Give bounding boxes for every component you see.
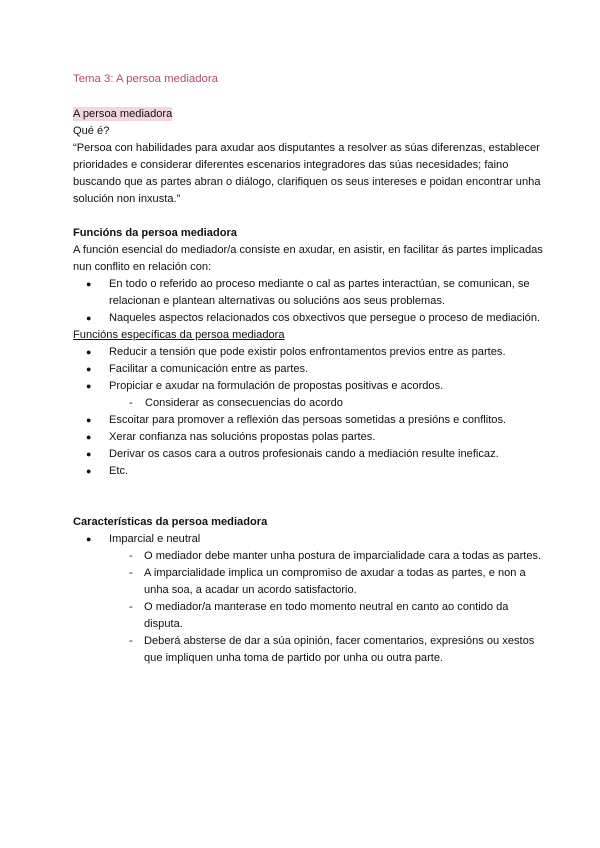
list-item: ● Derivar os casos cara a outros profesionais cando a mediación resulte ineficaz.	[73, 446, 543, 463]
funcions-section	[73, 225, 543, 480]
list-subitem: - A imparcialidade implica un compromiso de axudar a todas as partes, e non a unha soa, a acadar un acordo satisfactorio.	[73, 565, 543, 599]
list-item: ● Xerar confianza nas solucións propostas polas partes.	[73, 429, 543, 446]
list-item: ● Facilitar a comunicación entre as partes.	[73, 361, 543, 378]
intro-question: Qué é?	[73, 125, 110, 137]
caracteristicas-section	[73, 514, 543, 667]
list-subitem: - Considerar as consecuencias do acordo	[73, 395, 543, 412]
intro-quote: “Persoa con habilidades para axudar aos disputantes a resolver as súas diferenzas, establecer prioridades e considerar diferentes escenarios integradores das súas necesidades; faino buscando que as partes abran o diálogo, clarifiquen os seus intereses e poidan encontrar unha solución non inxusta.”	[73, 142, 541, 205]
especificas-heading: Funcións específicas da persoa mediadora	[73, 329, 285, 341]
list-item: ● Escoitar para promover a reflexión das persoas sometidas a presións e conflitos.	[73, 412, 543, 429]
list-subitem: - O mediador/a manterase en todo momento neutral en canto ao contido da disputa.	[73, 599, 543, 633]
list-item: ● Naqueles aspectos relacionados cos obxectivos que persegue o proceso de mediación.	[73, 310, 543, 327]
funcions-text: A función esencial do mediador/a consiste en axudar, en asistir, en facilitar ás partes implicadas nun conflito en relación con:	[73, 244, 543, 273]
intro-section	[73, 106, 543, 208]
list-item: ● Imparcial e neutral	[73, 531, 543, 548]
page-title: Tema 3: A persoa mediadora	[73, 73, 219, 85]
list-item: ● Propiciar e axudar na formulación de propostas positivas e acordos.	[73, 378, 543, 395]
list-subitem: - Deberá absterse de dar a súa opinión, facer comentarios, expresións ou xestos que impliquen unha toma de partido por unha ou outra parte.	[73, 633, 543, 667]
intro-heading: A persoa mediadora	[73, 108, 173, 120]
list-item: ● Etc.	[73, 463, 543, 480]
list-subitem: - O mediador debe manter unha postura de imparcialidade cara a todas as partes.	[73, 548, 543, 565]
especificas-list	[73, 344, 543, 480]
list-item: ● En todo o referido ao proceso mediante o cal as partes interactúan, se comunican, se relacionan e plantean alternativas ou solucións aos seus problemas.	[73, 276, 543, 310]
list-item: ● Reducir a tensión que pode existir polos enfrontamentos previos entre as partes.	[73, 344, 543, 361]
caracteristicas-list	[73, 531, 543, 667]
funcions-list	[73, 276, 543, 327]
caracteristicas-heading: Características da persoa mediadora	[73, 516, 268, 528]
funcions-heading: Funcións da persoa mediadora	[73, 227, 237, 239]
